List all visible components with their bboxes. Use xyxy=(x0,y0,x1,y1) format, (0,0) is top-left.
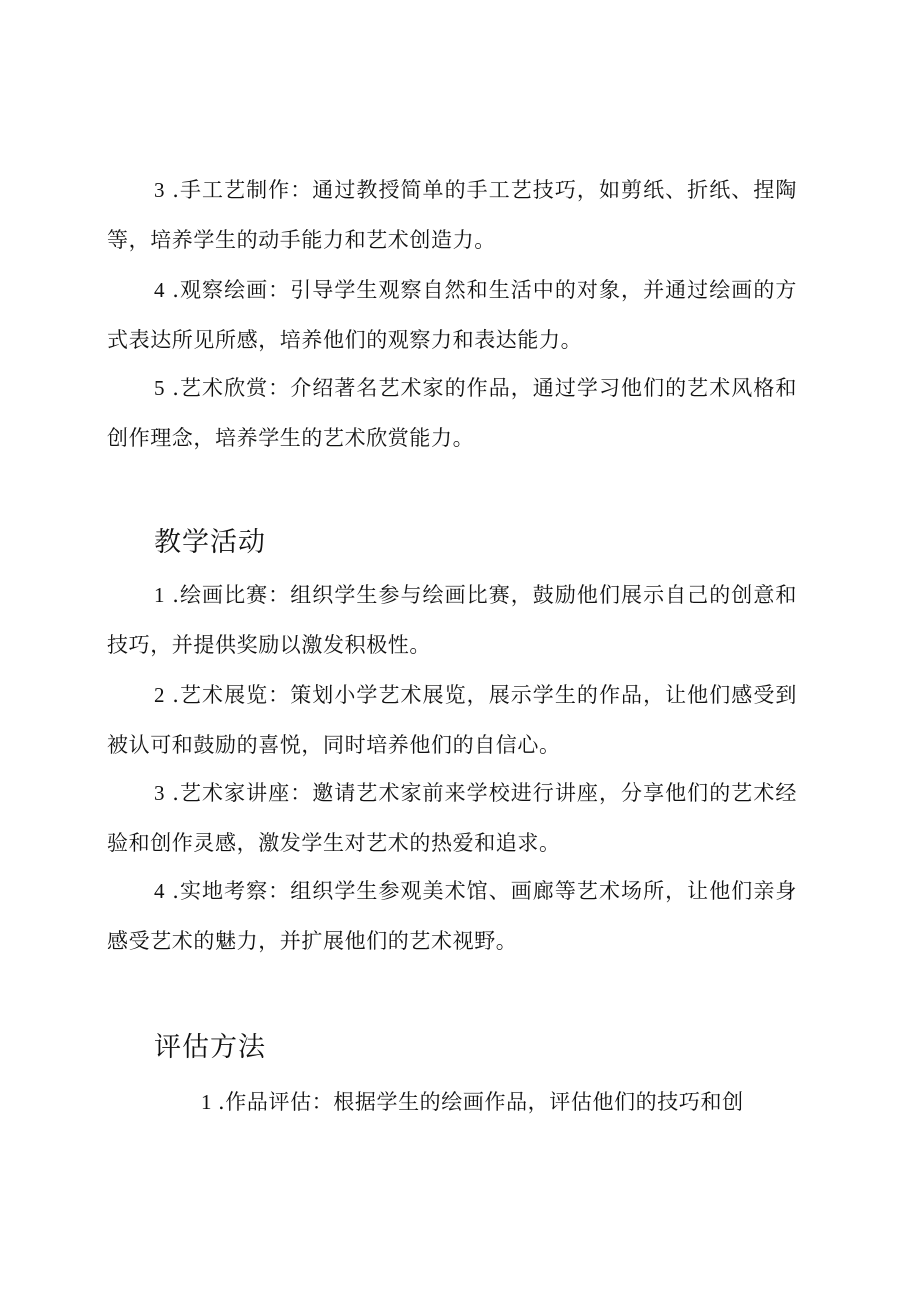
list-item-art-appreciation: 5 .艺术欣赏：介绍著名艺术家的作品，通过学习他们的艺术风格和创作理念，培养学生的艺术欣赏能力。 xyxy=(107,376,797,450)
list-item-text: 艺术家讲座：邀请艺术家前来学校进行讲座，分享他们的艺术经验和创作灵感，激发学生对艺术的热爱和追求。 xyxy=(107,781,797,855)
section-heading-evaluation: 评估方法 xyxy=(154,1032,266,1063)
list-item-text: 艺术欣赏：介绍著名艺术家的作品，通过学习他们的艺术风格和创作理念，培养学生的艺术欣赏能力。 xyxy=(107,376,797,450)
list-item-number: 4 xyxy=(154,879,165,903)
list-item-text: 实地考察：组织学生参观美术馆、画廊等艺术场所，让他们亲身感受艺术的魅力，并扩展他们的艺术视野。 xyxy=(107,879,797,953)
list-item-number: 5 xyxy=(154,376,165,400)
list-item-text: 手工艺制作：通过教授简单的手工艺技巧，如剪纸、折纸、捏陶等，培养学生的动手能力和艺术创造力。 xyxy=(107,178,797,252)
list-item-number: 3 xyxy=(154,781,165,805)
list-item-number: 2 xyxy=(154,683,165,707)
list-item-number: 3 xyxy=(154,178,165,202)
list-item-artist-lecture: 3 .艺术家讲座：邀请艺术家前来学校进行讲座，分享他们的艺术经验和创作灵感，激发学生对艺术的热爱和追求。 xyxy=(107,781,797,855)
list-item-text: 艺术展览：策划小学艺术展览，展示学生的作品，让他们感受到被认可和鼓励的喜悦，同时培养他们的自信心。 xyxy=(107,683,797,757)
list-item-art-exhibition: 2 .艺术展览：策划小学艺术展览，展示学生的作品，让他们感受到被认可和鼓励的喜悦，同时培养他们的自信心。 xyxy=(107,683,797,757)
list-item-handicraft: 3 .手工艺制作：通过教授简单的手工艺技巧，如剪纸、折纸、捏陶等，培养学生的动手能力和艺术创造力。 xyxy=(107,178,797,252)
list-item-text: 绘画比赛：组织学生参与绘画比赛，鼓励他们展示自己的创意和技巧，并提供奖励以激发积极性。 xyxy=(107,583,797,657)
list-item-number: 1 xyxy=(201,1090,212,1114)
list-item-observation-drawing: 4 .观察绘画：引导学生观察自然和生活中的对象，并通过绘画的方式表达所见所感，培养他们的观察力和表达能力。 xyxy=(107,278,797,352)
list-item-text: 作品评估：根据学生的绘画作品，评估他们的技巧和创 xyxy=(225,1090,744,1114)
list-item-number: 1 xyxy=(154,583,165,607)
list-item-work-evaluation: 1 .作品评估：根据学生的绘画作品，评估他们的技巧和创 xyxy=(107,1077,797,1127)
list-item-field-trip: 4 .实地考察：组织学生参观美术馆、画廊等艺术场所，让他们亲身感受艺术的魅力，并扩展他们的艺术视野。 xyxy=(107,879,797,953)
list-item-text: 观察绘画：引导学生观察自然和生活中的对象，并通过绘画的方式表达所见所感，培养他们的观察力和表达能力。 xyxy=(107,278,797,352)
section-heading-activities: 教学活动 xyxy=(154,527,266,558)
list-item-number: 4 xyxy=(154,278,165,302)
list-item-drawing-contest: 1 .绘画比赛：组织学生参与绘画比赛，鼓励他们展示自己的创意和技巧，并提供奖励以激发积极性。 xyxy=(107,583,797,657)
